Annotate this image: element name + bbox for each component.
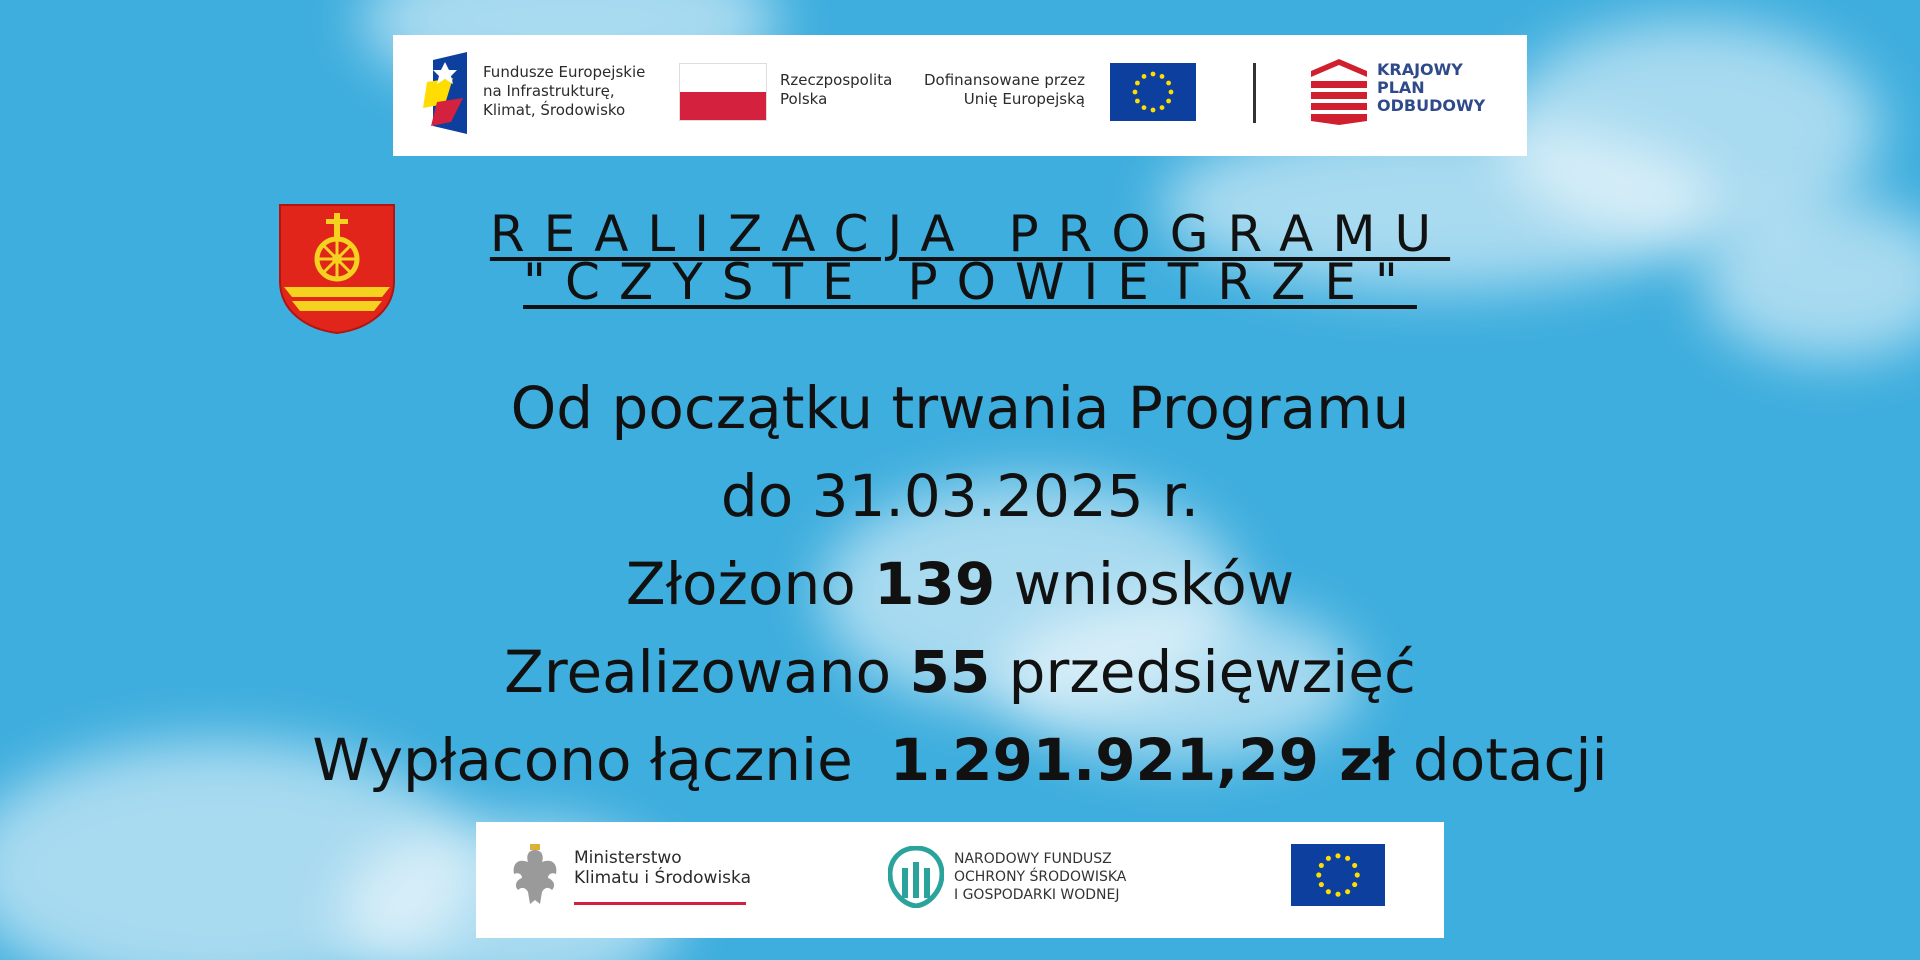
coat-of-arms-icon [278, 203, 396, 335]
top-logo-bar [393, 35, 1527, 156]
fe-line3: Klimat, Środowisko [483, 101, 626, 119]
projects-post: przedsięwzięć [990, 638, 1416, 706]
projects-pre: Zrealizowano [504, 638, 910, 706]
pl-line1: Rzeczpospolita [780, 71, 893, 89]
summary-applications [0, 540, 1920, 628]
eu-star [1160, 105, 1165, 110]
eu-star [1160, 74, 1165, 79]
eu-star [1169, 90, 1174, 95]
payout-post: dotacji [1394, 726, 1608, 794]
eu-flag-icon [1110, 63, 1196, 121]
payout-amount: 1.291.921,29 zł [889, 726, 1395, 794]
nf-line2: OCHRONY ŚRODOWISKA [954, 869, 1127, 885]
kpo-icon [1311, 59, 1367, 125]
title-line-2: "CZYSTE POWIETRZE" [523, 253, 1417, 311]
program-summary [0, 364, 1920, 804]
eu-star [1135, 81, 1140, 86]
nfosigw-label [954, 850, 1194, 904]
fe-line2: na Infrastrukturę, [483, 82, 615, 100]
eu-star [1335, 892, 1340, 897]
eu-line2: Unię Europejską [963, 90, 1085, 108]
projects-count: 55 [909, 638, 991, 706]
eu-star [1352, 882, 1357, 887]
summary-line-start: Od początku trwania Programu [510, 374, 1410, 442]
eu-star [1133, 90, 1138, 95]
logo-separator [1253, 63, 1256, 123]
eu-star [1352, 863, 1357, 868]
summary-line-date: do 31.03.2025 r. [720, 462, 1200, 530]
nfosigw-icon [888, 846, 944, 908]
fe-line1: Fundusze Europejskie [483, 63, 646, 81]
title-line-1: REALIZACJA PROGRAMU [489, 205, 1451, 263]
funds-europe-icon [423, 52, 475, 134]
eu-star [1142, 105, 1147, 110]
kpo-line3: ODBUDOWY [1377, 96, 1486, 115]
eu-star [1326, 889, 1331, 894]
eu-cofinanced-label [923, 71, 1085, 109]
eu-star [1151, 108, 1156, 113]
eu-star [1326, 856, 1331, 861]
eu-star [1135, 99, 1140, 104]
applications-pre: Złożono [625, 550, 875, 618]
ministry-underline [574, 902, 746, 905]
applications-count: 139 [874, 550, 996, 618]
eu-star [1166, 81, 1171, 86]
applications-post: wniosków [995, 550, 1295, 618]
ms-line2: Klimatu i Środowiska [574, 868, 751, 888]
eu-star [1345, 889, 1350, 894]
eu-star [1345, 856, 1350, 861]
eu-star [1142, 74, 1147, 79]
poland-label [780, 71, 910, 109]
eu-star [1166, 99, 1171, 104]
eu-star [1355, 872, 1360, 877]
eu-star [1319, 863, 1324, 868]
summary-projects [0, 628, 1920, 716]
kpo-line1: KRAJOWY [1377, 60, 1463, 79]
polish-eagle-icon [508, 844, 562, 908]
nf-line3: I GOSPODARKI WODNEJ [954, 887, 1120, 903]
eu-star [1316, 872, 1321, 877]
eu-flag-icon [1291, 844, 1385, 906]
page-title [420, 205, 1520, 311]
nf-line1: NARODOWY FUNDUSZ [954, 851, 1112, 867]
kpo-label [1377, 61, 1527, 115]
eu-star [1335, 853, 1340, 858]
funds-europe-label [483, 63, 663, 120]
payout-pre: Wypłacono łącznie [312, 726, 890, 794]
poland-flag-icon [679, 63, 767, 121]
pl-line2: Polska [780, 90, 828, 108]
eu-line1: Dofinansowane przez [923, 71, 1085, 89]
kpo-line2: PLAN [1377, 78, 1425, 97]
eu-star [1319, 882, 1324, 887]
summary-payout [0, 716, 1920, 804]
ms-line1: Ministerstwo [574, 848, 682, 868]
ministry-label [574, 848, 774, 888]
eu-star [1151, 72, 1156, 77]
bottom-logo-bar [476, 822, 1444, 938]
